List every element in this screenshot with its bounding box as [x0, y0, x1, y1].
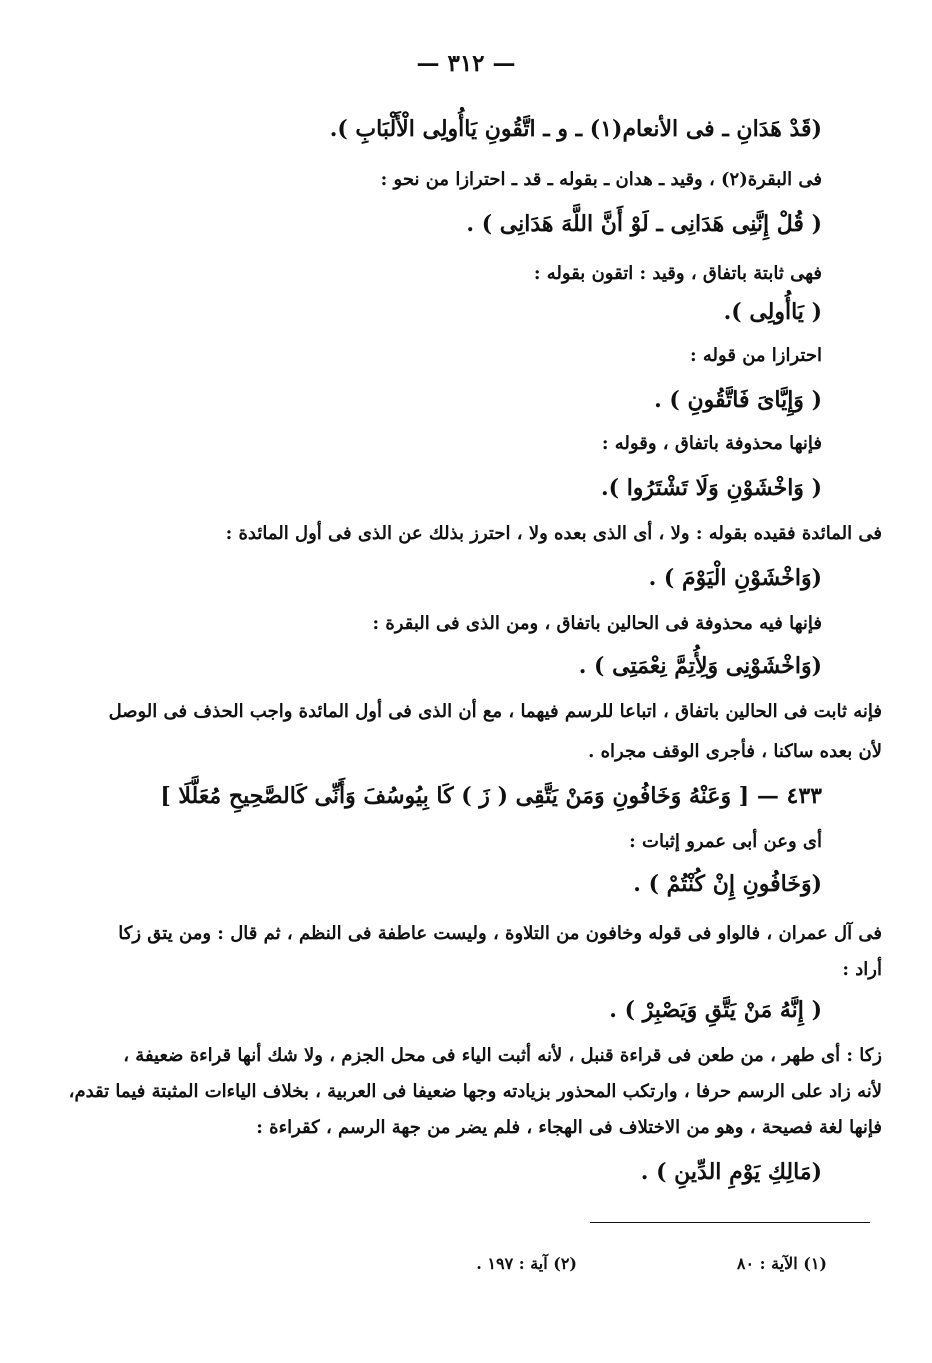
quran-line-25: (مَالِكِ يَوْمِ الدِّينِ ) . — [640, 1159, 822, 1185]
quran-line-7: ( وَإِيَّاىَ فَاتَّقُونِ ) . — [654, 387, 822, 413]
text-line-15: لأن بعده ساكنا ، فأجرى الوقف مجراه . — [588, 741, 882, 762]
footnote-divider — [590, 1222, 870, 1223]
text-line-17: أى وعن أبى عمرو إثبات : — [629, 831, 822, 852]
quran-line-5: ( يَاأُولِى ). — [723, 299, 822, 325]
text-line-24: فإنها لغة فصيحة ، وهو من الاختلاف فى الهجاء ، فلم يضر من جهة الرسم ، كقراءة : — [256, 1117, 882, 1138]
page-number: — ٣١٢ — — [416, 50, 516, 77]
text-line-23: لأنه زاد على الرسم حرفا ، وارتكب المحذور بزيادته وجها ضعيفا فى العربية ، بخلاف الياءات المثبتة فيما تقدم، — [68, 1081, 882, 1102]
quran-line-13: (وَاخْشَوْنِى وَلِأُتِمَّ نِعْمَتِى ) . — [578, 653, 822, 679]
quran-line-9: ( وَاخْشَوْنِ وَلَا تَشْتَرُوا ). — [600, 475, 822, 501]
footnote-1: (١) الآية : ٨٠ — [736, 1254, 827, 1273]
quran-line-21: ( إِنَّهُ مَنْ يَتَّقِ وَيَصْبِرْ ) . — [609, 997, 822, 1023]
text-line-10: فى المائدة فقيده بقوله : ولا ، أى الذى بعده ولا ، احترز بذلك عن الذى فى أول المائدة : — [225, 523, 882, 544]
text-line-8: فإنها محذوفة باتفاق ، وقوله : — [601, 433, 822, 454]
text-line-19: فى آل عمران ، فالواو فى قوله وخافون من التلاوة ، وليست عاطفة فى النظم ، ثم قال : ومن يتق زكا — [118, 923, 882, 944]
text-line-2: فى البقرة(٢) ، وقيد ـ هدان ـ بقوله ـ قد ـ احترازا من نحو : — [380, 169, 822, 190]
text-line-4: فهى ثابتة باتفاق ، وقيد : اتقون بقوله : — [533, 263, 822, 284]
quran-line-1: (قَدْ هَدَانِ ـ فى الأنعام(١) ـ و ـ اتَّقُونِ يَاأُولِى الْأَلْبَابِ ). — [329, 116, 822, 142]
verse-line-433: ٤٣٣ — [ وَعَنْهُ وَخَافُونِ وَمَنْ يَتَّقِى ( زَ ) كَا بِيُوسُفَ وَأَنِّى كَالصَّحِيحِ مُعَلَّلَا ] — [160, 783, 822, 809]
text-line-12: فإنها فيه محذوفة فى الحالين باتفاق ، ومن الذى فى البقرة : — [372, 613, 822, 634]
text-line-14: فإنه ثابت فى الحالين باتفاق ، اتباعا للرسم فيهما ، مع أن الذى فى أول المائدة واجب الحذف فى الوصل — [108, 701, 882, 722]
quran-line-18: (وَخَافُونِ إِنْ كُنْتُمْ ) . — [633, 871, 822, 897]
text-line-6: احترازا من قوله : — [689, 345, 822, 366]
text-line-22: زكا : أى طهر ، من طعن فى قراءة قنبل ، لأنه أثبت الياء فى محل الجزم ، ولا شك أنها قراءة ضعيفة ، — [123, 1045, 882, 1066]
quran-line-11: (وَاخْشَوْنِ الْيَوْمَ ) . — [648, 565, 822, 591]
text-line-20: أراد : — [842, 959, 882, 980]
quran-line-3: ( قُلْ إِنَّنِى هَدَانِى ـ لَوْ أَنَّ اللَّهَ هَدَانِى ) . — [466, 211, 822, 237]
footnote-2: (٢) آية : ١٩٧ . — [476, 1254, 577, 1273]
